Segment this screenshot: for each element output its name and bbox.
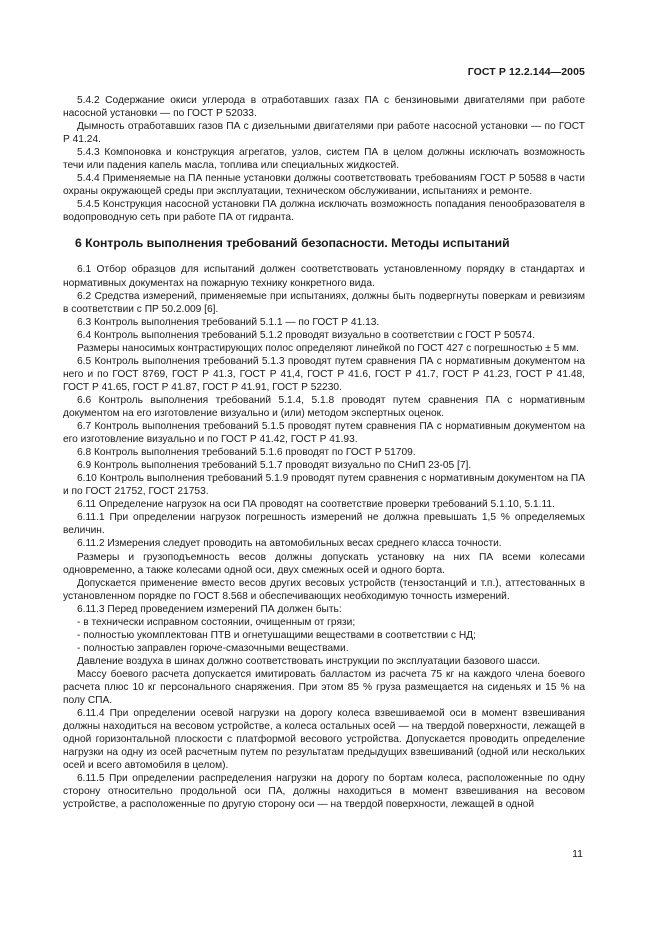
paragraph: 6.11 Определение нагрузок на оси ПА проводят на соответствие проверки требований 5.1.10, 5.1.11. [77,499,555,511]
paragraph: 6.1 Отбор образцов для испытаний должен соответствовать установленному порядку в стандартах и нормативных документах на пожарную технику конкретного вида. [63,264,585,289]
paragraph: 6.5 Контроль выполнения требований 5.1.3 проводят путем сравнения ПА с нормативным документом на него и по ГОСТ 8769, ГОСТ Р 41.3, ГОСТ Р 41,4, ГОСТ Р 41.6, ГОСТ Р 41.7, ГОСТ Р 41.23, ГОСТ Р 41.48, ГОСТ Р 41.65, ГОСТ Р 41.87, ГОСТ Р 41.91, ГОСТ Р 52230. [63,355,585,393]
paragraph: 6.8 Контроль выполнения требований 5.1.6 проводят по ГОСТ Р 51709. [77,447,416,459]
list-item: - полностью заправлен горюче-смазочными веществами. [77,642,349,654]
paragraph: 6.4 Контроль выполнения требований 5.1.2 проводят визуально в соответствии с ГОСТ Р 50574. [77,329,535,341]
paragraph: 6.7 Контроль выполнения требований 5.1.5 проводят путем сравнения ПА с нормативным документом на его изготовление визуально и по ГОСТ Р 41.42, ГОСТ Р 41.93. [63,421,585,446]
paragraph: 6.11.5 При определении распределения нагрузки на дорогу по бортам колеса, расположенные по одну сторону относительно продольной оси ПА, должны находиться в момент взвешивания на весовом устройстве, а расположенные по другую сторону оси — на твердой поверхности, лежащей в одной [63,773,585,811]
paragraph: 6.11.1 При определении нагрузок погрешность измерений не должна превышать 1,5 % определяемых величин. [63,512,585,537]
paragraph: 6.11.4 При определении осевой нагрузки на дорогу колеса взвешиваемой оси в момент взвешивания должны находиться на весовом устройстве, а колеса остальных осей — на твердой поверхности, лежащей в одной горизонтальной плоскости с платформой весового устройства. Допускается проводить определение нагрузки на одну из осей расчетным путем по результатам предыдущих взвешиваний (одной или нескольких осей и всего автомобиля в целом). [63,708,585,772]
list-item: - в технически исправном состоянии, очищенным от грязи; [77,616,356,628]
paragraph: Давление воздуха в шинах должно соответствовать инструкции по эксплуатации базового шасси. [77,655,541,667]
standard-header: ГОСТ Р 12.2.144—2005 [467,66,585,78]
paragraph: Размеры и грузоподъемность весов должны допускать установку на них ПА всеми колесами одновременно, а также колесами одной оси, двух смежных осей и одного борта. [63,551,585,576]
section-heading: 6 Контроль выполнения требований безопасности. Методы испытаний [75,236,510,251]
paragraph: 6.11.2 Измерения следует проводить на автомобильных весах среднего класса точности. [77,538,502,550]
paragraph: 5.4.2 Содержание окиси углерода в отработавших газах ПА с бензиновыми двигателями при работе насосной установки — по ГОСТ Р 52033. [63,95,585,120]
paragraph: 5.4.4 Применяемые на ПА пенные установки должны соответствовать требованиям ГОСТ Р 50588 в части охраны окружающей среды при эксплуатации, техническом обслуживании, испытаниях и ремонте. [63,173,585,198]
paragraph: Допускается применение вместо весов других весовых устройств (тензостанций и т.п.), аттестованных в установленном порядке по ГОСТ 8.568 и обеспечивающих необходимую точность измерений. [63,577,585,602]
list-item: - полностью укомплектован ПТВ и огнетушащими веществами в соответствии с НД; [77,629,476,641]
paragraph: Размеры наносимых контрастирующих полос определяют линейкой по ГОСТ 427 с погрешностью ± 5 мм. [77,342,579,354]
paragraph: 5.4.5 Конструкция насосной установки ПА должна исключать возможность попадания пенообразователя в водопроводную сеть при работе ПА от гидранта. [63,199,585,224]
paragraph: Массу боевого расчета допускается имитировать балластом из расчета 75 кг на каждого члена боевого расчета плюс 10 кг персонального снаряжения. При этом 85 % груза размещается на сиденьях и 15 % на полу СПА. [63,668,585,707]
paragraph: 6.9 Контроль выполнения требований 5.1.7 проводят визуально по СНиП 23-05 [7]. [77,460,472,472]
paragraph: 6.3 Контроль выполнения требований 5.1.1 — по ГОСТ Р 41.13. [77,316,380,328]
paragraph: 5.4.3 Компоновка и конструкция агрегатов, узлов, систем ПА в целом должны исключать возможность течи или падения капель масла, топлива или специальных жидкостей. [63,147,585,172]
paragraph: 6.2 Средства измерений, применяемые при испытаниях, должны быть подвергнуты поверкам и ревизиям в соответствии с ПР 50.2.009 [6]. [63,290,585,315]
paragraph: 6.11.3 Перед проведением измерений ПА должен быть: [77,603,342,615]
paragraph: 6.6 Контроль выполнения требований 5.1.4, 5.1.8 проводят путем сравнения ПА с нормативным документом на его изготовление визуально и (или) методом экспертных оценок. [63,394,585,419]
requirements-list [63,616,585,655]
page-body [63,94,585,811]
paragraph: Дымность отработавших газов ПА с дизельными двигателями при работе насосной установки — по ГОСТ Р 41.24. [63,121,585,146]
paragraph: 6.10 Контроль выполнения требований 5.1.9 проводят путем сравнения с нормативным документом на ПА и по ГОСТ 21752, ГОСТ 21753. [63,473,585,498]
page-number: 11 [572,848,583,860]
